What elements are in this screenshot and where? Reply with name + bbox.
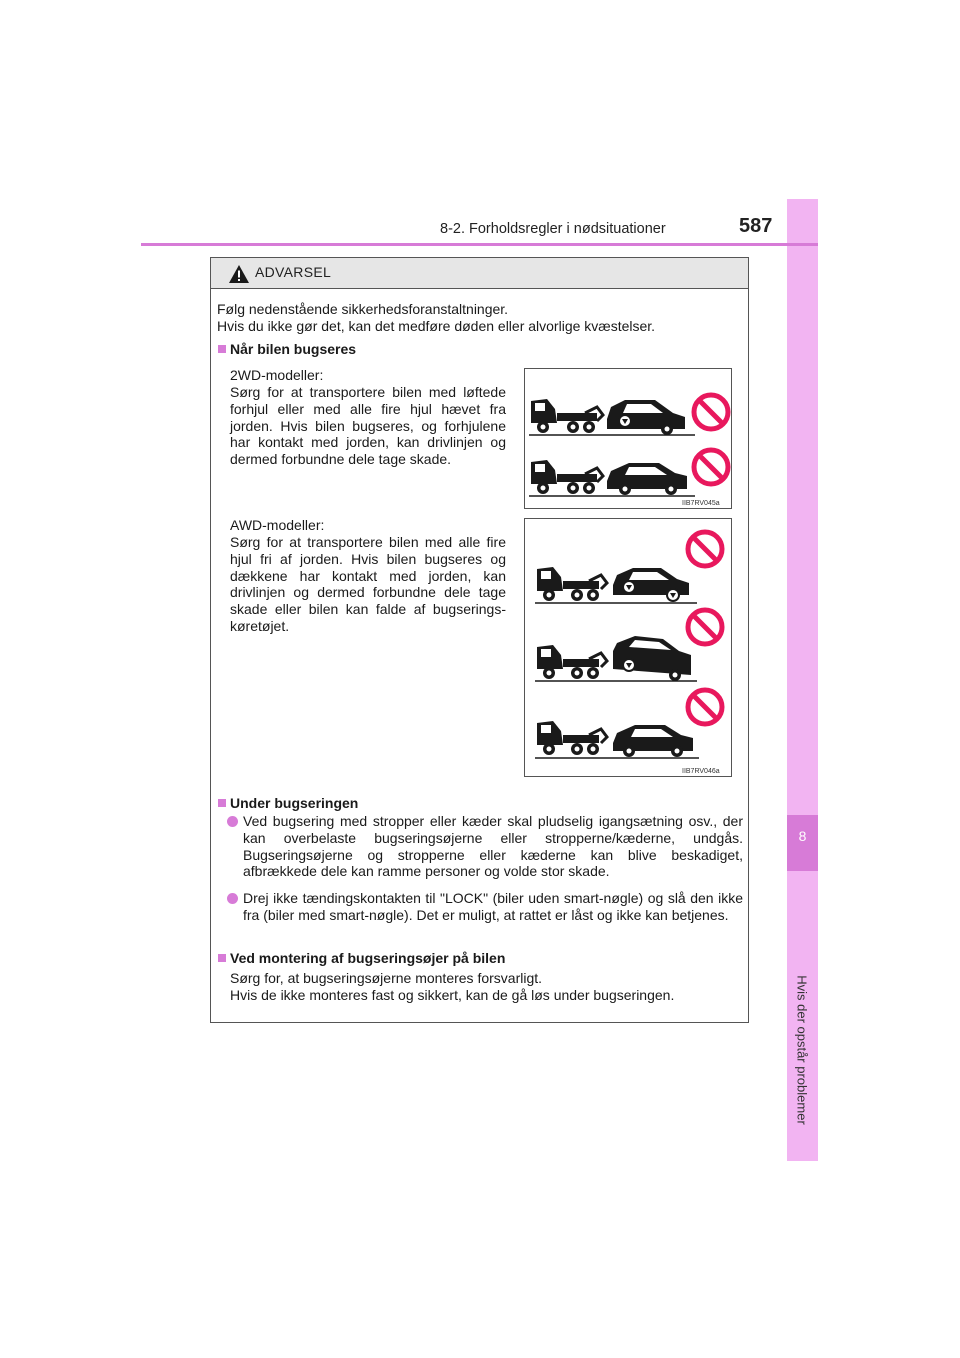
- chapter-title: Hvis der opstår problemer: [794, 975, 810, 1125]
- block-label-awd: AWD-modeller:: [230, 517, 325, 533]
- warning-title: ADVARSEL: [255, 264, 332, 280]
- list-item: Ved bugsering med stropper eller kæder skal pludselig igangsætning osv., der kan overbelaste bugseringsøjerne eller stropperne/kæderne, undgås. Bugseringsøjerne og stropperne eller kæderne kan blive beskadiget, afbrækkede dele kan ramme personer og volde stor skade.: [243, 813, 743, 880]
- tow-eyelets-line1: Sørg for, at bugseringsøjerne monteres forsvarligt.: [230, 970, 543, 986]
- figure-code: IIB7RV045a: [682, 500, 720, 507]
- block-text-awd: Sørg for at transportere bilen med alle fire hjul fri af jorden. Hvis bilen bugseres og dækkene har kontakt med jorden, kan drivlinjen og dermed forbundne dele tage skade eller bilen kan falde af bugserings-køretøjet.: [230, 534, 506, 634]
- section-bullet-square: [218, 345, 226, 353]
- tow-truck-illustration: [531, 399, 603, 433]
- prohibited-icon: [688, 610, 722, 644]
- figure-2wd-towing: [524, 368, 732, 509]
- list-bullet-dot: [227, 816, 238, 827]
- suv-on-ground-illustration: [607, 463, 687, 495]
- section-heading-tow-eyelets: Ved montering af bugseringsøjer på bilen: [230, 950, 506, 966]
- page-number: 587: [739, 215, 773, 237]
- block-label-2wd: 2WD-modeller:: [230, 367, 324, 383]
- prohibited-icon: [694, 395, 728, 429]
- warning-intro-line2: Hvis du ikke gør det, kan det medføre døden eller alvorlige kvæstelser.: [217, 318, 656, 334]
- warning-triangle-icon: [228, 264, 250, 284]
- tow-eyelets-line2: Hvis de ikke monteres fast og sikkert, kan de gå løs under bugseringen.: [230, 987, 675, 1003]
- figure-awd-towing: [524, 518, 732, 777]
- section-bullet-square: [218, 954, 226, 962]
- warning-intro-line1: Følg nedenstående sikkerhedsforanstaltninger.: [217, 301, 509, 317]
- prohibited-icon: [694, 450, 728, 484]
- prohibited-icon: [688, 532, 722, 566]
- chapter-number: 8: [798, 828, 807, 844]
- list-item: Drej ikke tændingskontakten til "LOCK" (biler uden smart-nøgle) og slå den ikke fra (biler med smart-nøgle). Det er muligt, at rattet er låst og ikke kan betjenes.: [243, 890, 743, 923]
- suv-lifted-illustration: [613, 568, 689, 601]
- suv-lifted-illustration: [607, 400, 685, 435]
- tow-truck-illustration: [537, 645, 607, 679]
- prohibited-icon: [688, 690, 722, 724]
- section-heading-during-towing: Under bugseringen: [230, 795, 359, 811]
- figure-code: IIB7RV046a: [682, 768, 720, 775]
- section-heading-towing: Når bilen bugseres: [230, 341, 357, 357]
- tow-truck-illustration: [537, 567, 607, 601]
- tow-truck-illustration: [537, 721, 607, 755]
- section-bullet-square: [218, 799, 226, 807]
- suv-rear-lifted-illustration: [613, 636, 691, 681]
- tow-truck-illustration: [531, 460, 603, 494]
- illustration-awd: [525, 519, 733, 778]
- block-text-2wd: Sørg for at transportere bilen med løftede forhjul eller med alle fire hjul hævet fra jorden. Hvis bilen bugseres, og forhjulene har kontakt med jorden, kan drivlinjen og dermed forbundne dele tage skade.: [230, 384, 506, 468]
- header-rule: [141, 243, 818, 246]
- warning-header: [211, 258, 748, 289]
- section-title: 8-2. Forholdsregler i nødsituationer: [440, 221, 666, 237]
- suv-on-ground-illustration: [613, 725, 693, 757]
- list-bullet-dot: [227, 893, 238, 904]
- illustration-2wd: [525, 369, 733, 510]
